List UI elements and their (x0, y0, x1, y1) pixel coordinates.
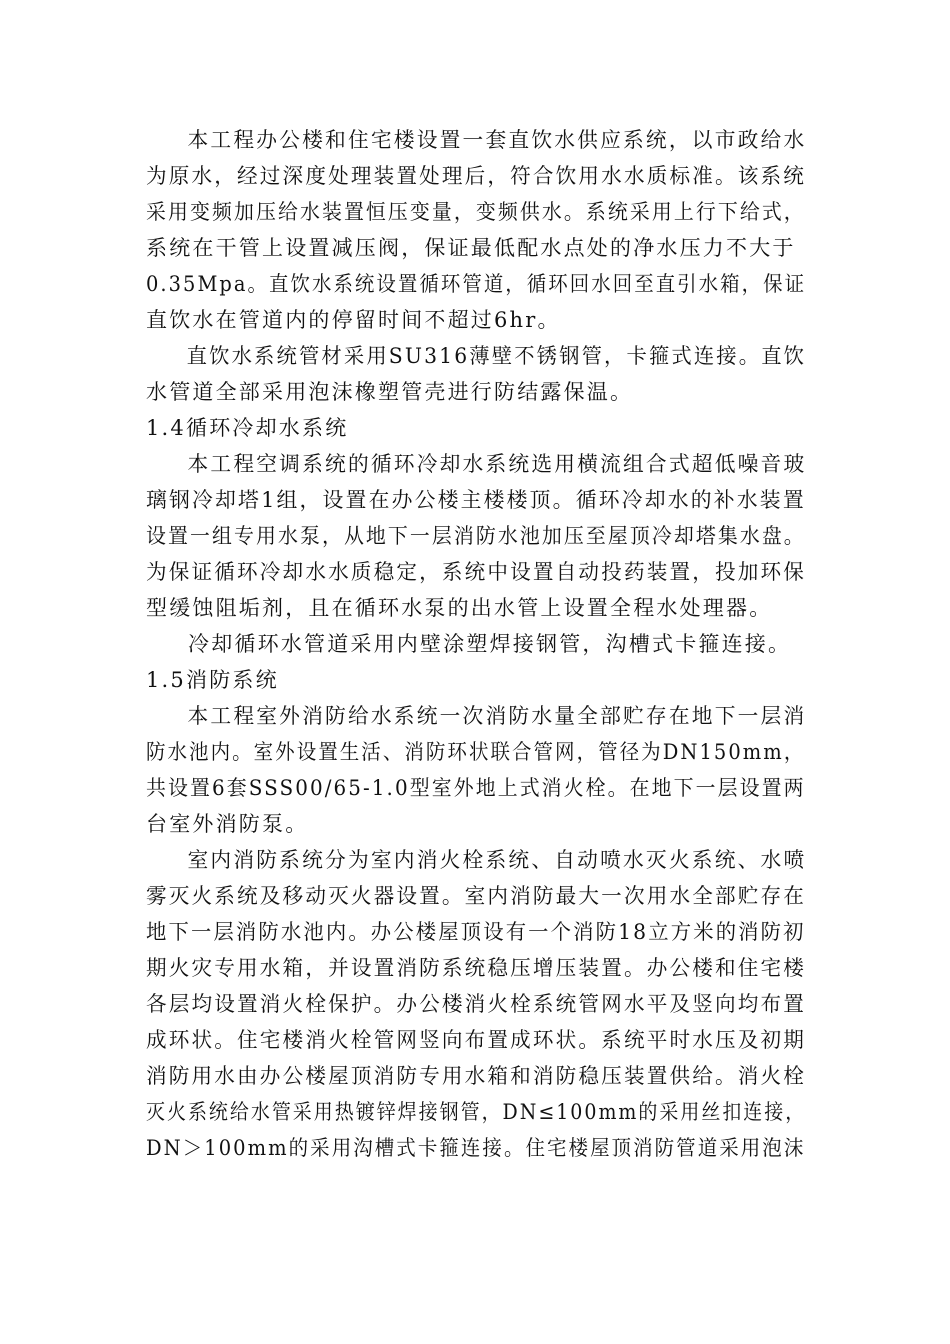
text-line: 室内消防系统分为室内消火栓系统、自动喷水灭火系统、水喷 (187, 848, 807, 872)
text-line: 本工程办公楼和住宅楼设置一套直饮水供应系统，以市政给水 (187, 128, 807, 152)
text-line: 设置一组专用水泵，从地下一层消防水池加压至屋顶冷却塔集水盘。 (146, 524, 806, 548)
text-line: 本工程空调系统的循环冷却水系统选用横流组合式超低噪音玻 (187, 452, 807, 476)
section-heading: 1.4循环冷却水系统 (146, 416, 349, 440)
text-line: 共设置6套SSS00/65-1.0型室外地上式消火栓。在地下一层设置两 (146, 776, 806, 800)
text-line: 冷却循环水管道采用内壁涂塑焊接钢管，沟槽式卡箍连接。 (188, 632, 792, 656)
text-line: 消防用水由办公楼屋顶消防专用水箱和消防稳压装置供给。消火栓 (146, 1064, 807, 1088)
text-line: 系统在干管上设置减压阀，保证最低配水点处的净水压力不大于 (146, 236, 796, 260)
text-line: 雾灭火系统及移动灭火器设置。室内消防最大一次用水全部贮存在 (146, 884, 807, 908)
text-line: 水管道全部采用泡沫橡塑管壳进行防结露保温。 (146, 380, 634, 404)
text-line: 台室外消防泵。 (146, 812, 309, 836)
text-line: 灭火系统给水管采用热镀锌焊接钢管，DN≤100mm的采用丝扣连接， (146, 1100, 807, 1124)
text-line: 为原水，经过深度处理装置处理后，符合饮用水水质标准。该系统 (146, 164, 807, 188)
text-line: 成环状。住宅楼消火栓管网竖向布置成环状。系统平时水压及初期 (146, 1028, 807, 1052)
text-line: 本工程室外消防给水系统一次消防水量全部贮存在地下一层消 (187, 704, 807, 728)
text-line: 各层均设置消火栓保护。办公楼消火栓系统管网水平及竖向均布置 (146, 992, 807, 1016)
text-line: 防水池内。室外设置生活、消防环状联合管网，管径为DN150mm， (146, 740, 806, 764)
text-line: 期火灾专用水箱，并设置消防系统稳压增压装置。办公楼和住宅楼 (146, 956, 807, 980)
text-line: 0.35Mpa。直饮水系统设置循环管道，循环回水回至直引水箱，保证 (146, 272, 807, 296)
text-line: 型缓蚀阻垢剂，且在循环水泵的出水管上设置全程水处理器。 (146, 596, 773, 620)
text-line: 地下一层消防水池内。办公楼屋顶设有一个消防18立方米的消防初 (146, 920, 806, 944)
text-line: 直饮水系统管材采用SU316薄壁不锈钢管，卡箍式连接。直饮 (186, 344, 807, 368)
text-line: 采用变频加压给水装置恒压变量，变频供水。系统采用上行下给式， (146, 200, 806, 224)
text-line: 为保证循环冷却水水质稳定，系统中设置自动投药装置，投加环保 (146, 560, 807, 584)
section-heading: 1.5消防系统 (146, 668, 279, 692)
text-line: 璃钢冷却塔1组，设置在办公楼主楼楼顶。循环冷却水的补水装置 (146, 488, 806, 512)
text-line: DN＞100mm的采用沟槽式卡箍连接。住宅楼屋顶消防管道采用泡沫 (146, 1136, 806, 1160)
document-body (146, 122, 806, 1166)
text-line: 直饮水在管道内的停留时间不超过6hr。 (146, 308, 561, 332)
